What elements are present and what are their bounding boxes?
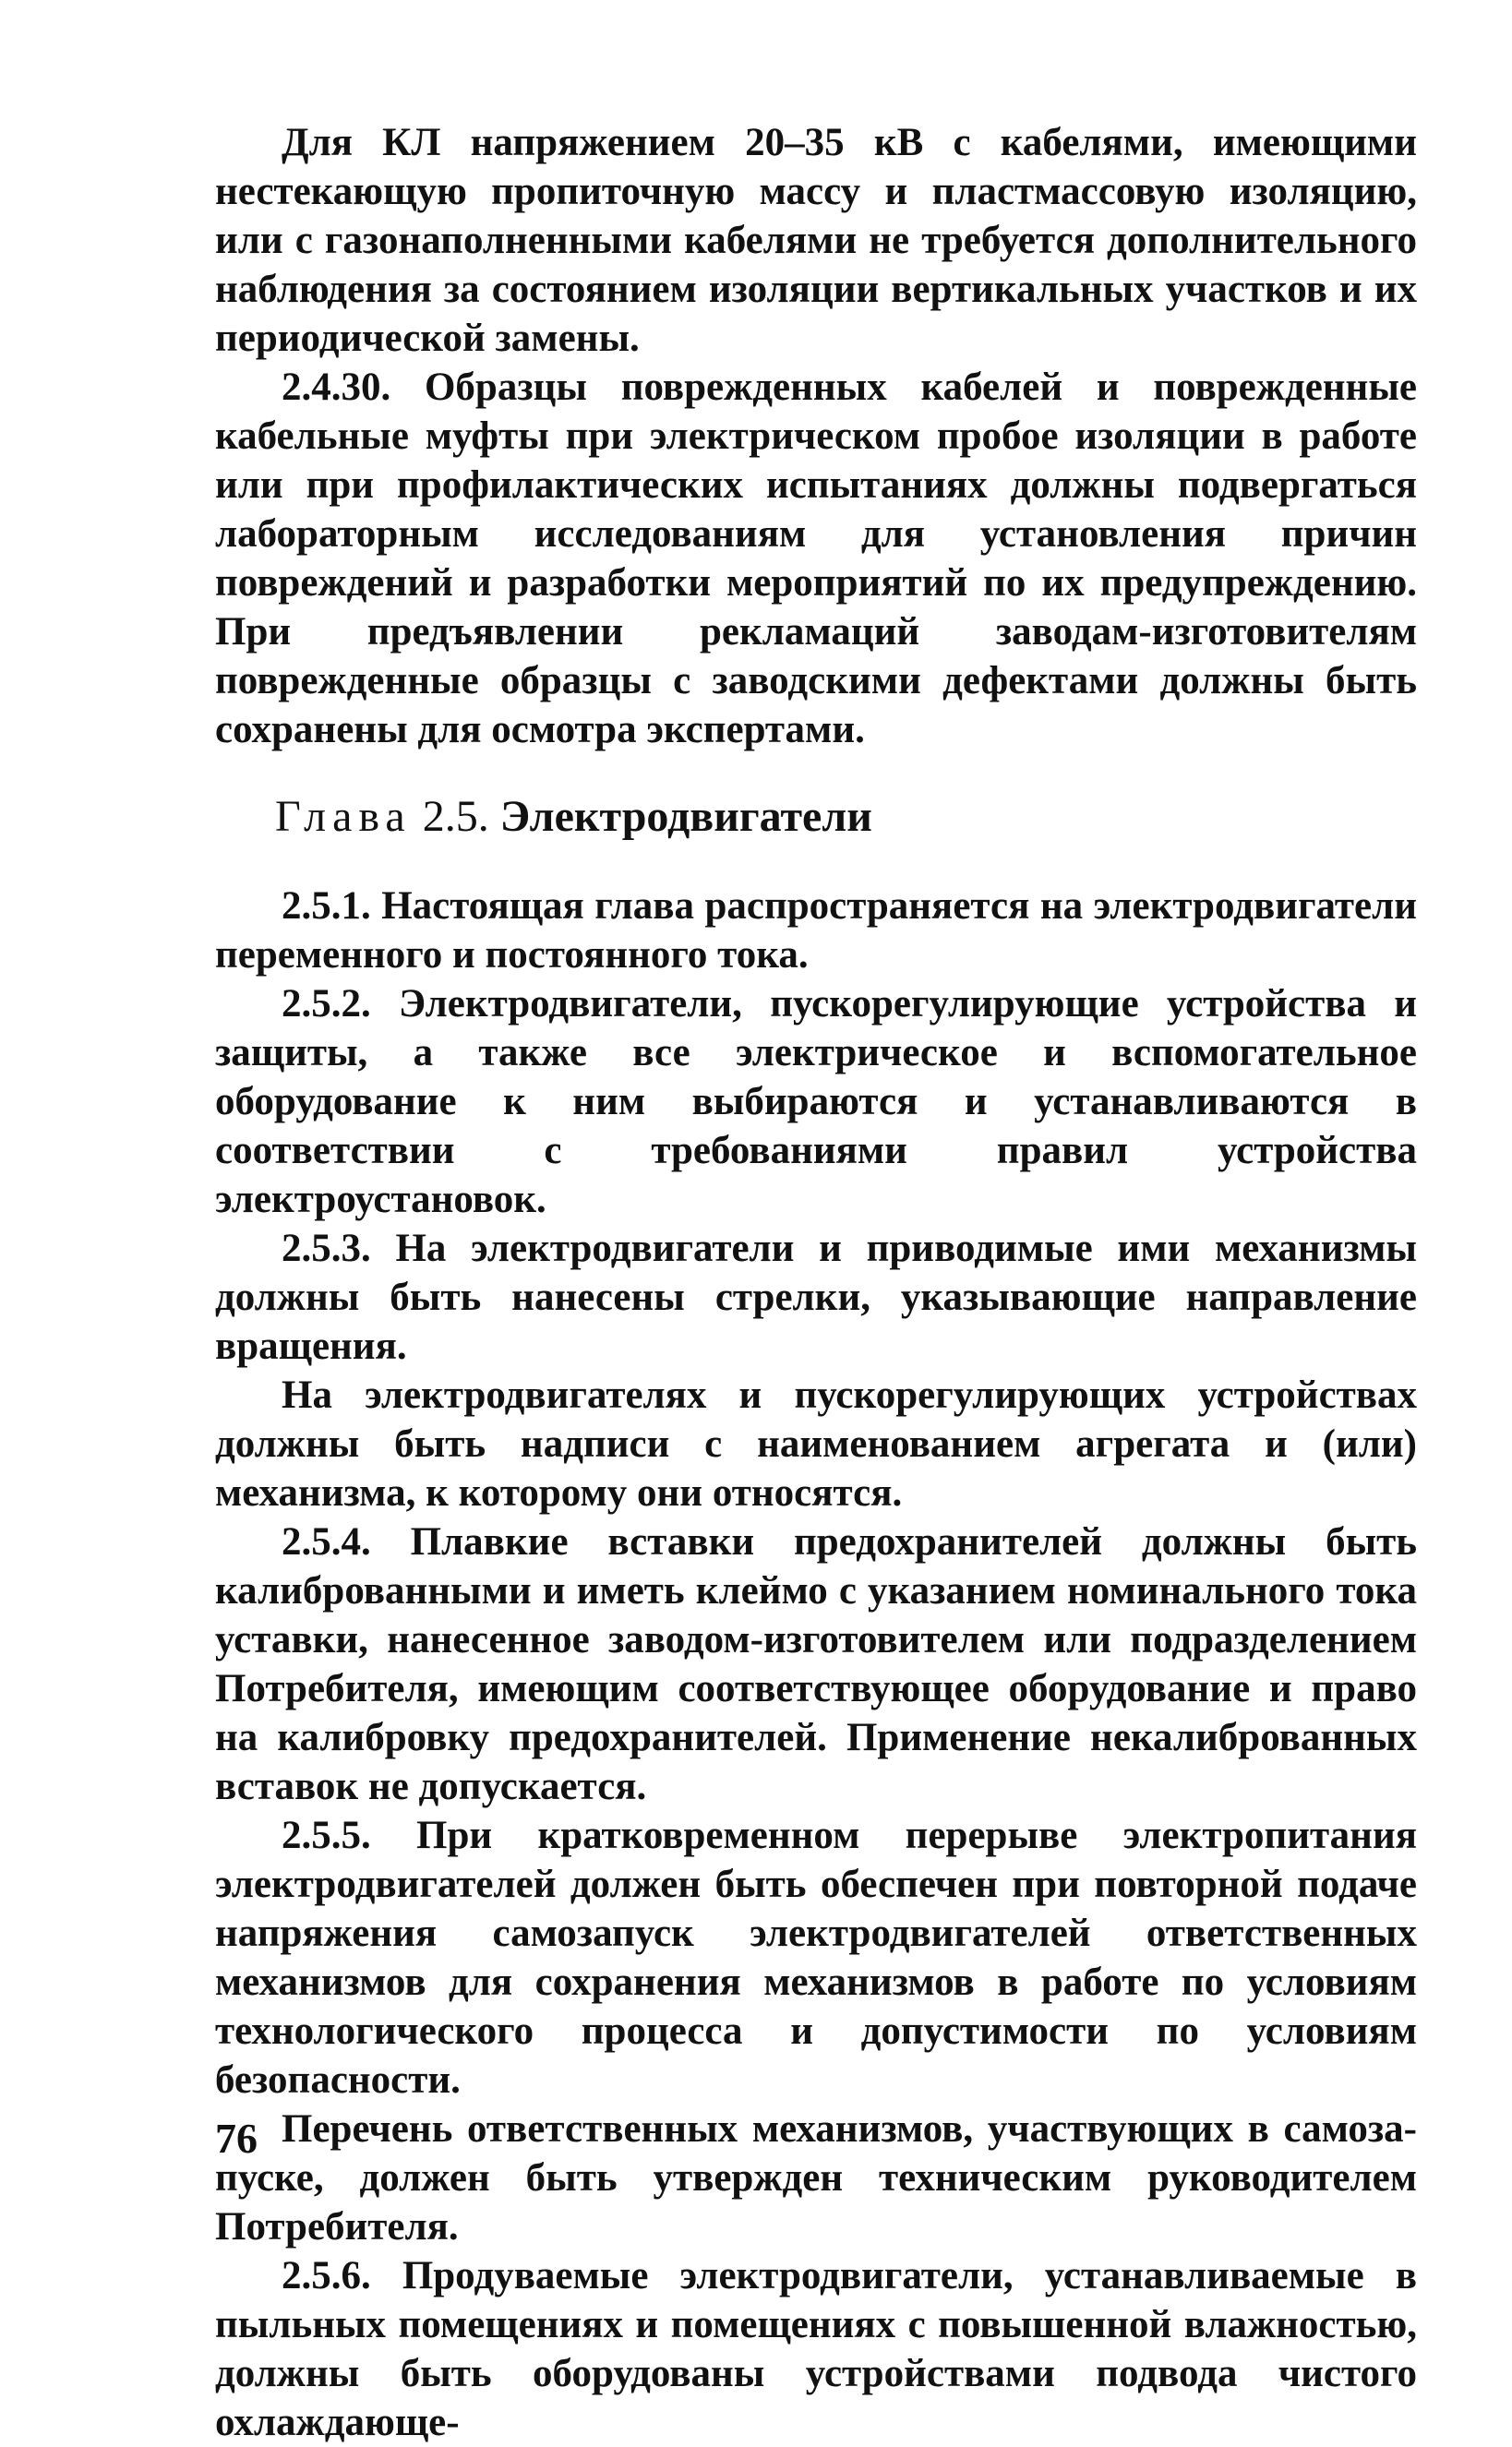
- clause-number: 2.4.30.: [282, 366, 391, 409]
- clause-number: 2.5.6.: [282, 2254, 371, 2297]
- paragraph-kl-20-35: [215, 118, 1417, 363]
- paragraph-2-5-4: [215, 1517, 1417, 1811]
- paragraph-2-4-30: [215, 363, 1417, 754]
- paragraph-2-5-6: [215, 2251, 1417, 2447]
- paragraph-text: На электродвигателях и пускорегулирующих устройствах должны быть надписи с наименованием агрегата и (или) механизма, к которому они относятся.: [215, 1373, 1417, 1515]
- paragraph-text: Электродвигатели, пускорегулирующие устройства и защиты, а также все электрическое и вспомогательное оборудование к ним выбираются и устанавливаются в соответствии с требованиями правил устройства электроустановок.: [215, 982, 1417, 1221]
- paragraph-2-5-3-continued: [215, 1371, 1417, 1517]
- paragraph-2-5-3: [215, 1224, 1417, 1371]
- chapter-word: Глава: [275, 792, 412, 841]
- clause-number: 2.5.5.: [282, 1814, 371, 1857]
- chapter-number: 2.5.: [422, 792, 489, 841]
- paragraph-text: Плавкие вставки предохранителей должны быть калиброванными и иметь клеймо с указанием номинального тока уставки, нанесенное заводом-изготовителем или подразделением Потребителя, имеющим соответствующее оборудование и право на калибровку предохранителей. Применение некалиброванных вставок не допускается.: [215, 1520, 1417, 1808]
- paragraph-text: Для КЛ напряжением 20–35 кВ с кабелями, имеющими нестекающую пропиточную массу и пластмассовую изоляцию, или с газонаполненными кабелями не требуется дополнительного наблюдения за состоянием изоляции вертикальных участков и их периодической замены.: [215, 121, 1417, 360]
- clause-number: 2.5.2.: [282, 982, 371, 1026]
- paragraph-text: Перечень ответственных механизмов, участвующих в самозапуске, должен быть утвержден техническим руководителем Потребителя.: [215, 2107, 1417, 2249]
- paragraph-text: На электродвигатели и приводимые ими механизмы должны быть нанесены стрелки, указывающие направление вращения.: [215, 1227, 1417, 1368]
- clause-number: 2.5.1.: [282, 884, 371, 928]
- clause-number: 2.5.3.: [282, 1227, 371, 1270]
- chapter-heading: [215, 789, 1417, 845]
- page-number: 76: [215, 2115, 258, 2162]
- paragraph-text: Образцы поврежденных кабелей и поврежденные кабельные муфты при электрическом пробое изоляции в работе или при профилактических испытаниях должны подвергаться лабораторным исследованиям для установления причин повреждений и разработки мероприятий по их предупреждению. При предъявлении рекламаций заводам-изготовителям поврежденные образцы с заводскими дефектами должны быть сохранены для осмотра экспертами.: [215, 366, 1417, 751]
- paragraph-text: Продуваемые электродвигатели, устанавливаемые в пыльных помещениях и помещениях с повышенной влажностью, должны быть оборудованы устройствами подвода чистого охлаждающе-: [215, 2254, 1417, 2444]
- clause-number: 2.5.4.: [282, 1520, 371, 1564]
- paragraph-2-5-1: [215, 882, 1417, 979]
- paragraph-2-5-5: [215, 1811, 1417, 2105]
- paragraph-2-5-5-continued: [215, 2105, 1417, 2251]
- paragraph-text: Настоящая глава распространяется на электродвигатели переменного и постоянного тока.: [215, 884, 1417, 977]
- paragraph-2-5-2: [215, 979, 1417, 1224]
- paragraph-text: При кратковременном перерыве электропитания электродвигателей должен быть обеспечен при повторной подаче напряжения самозапуск электродвигателей ответственных механизмов для сохранения механизмов в работе по условиям технологического процесса и допустимости по условиям безопасности.: [215, 1814, 1417, 2102]
- document-page: [215, 118, 1417, 2447]
- chapter-title: Электродвигатели: [499, 792, 872, 841]
